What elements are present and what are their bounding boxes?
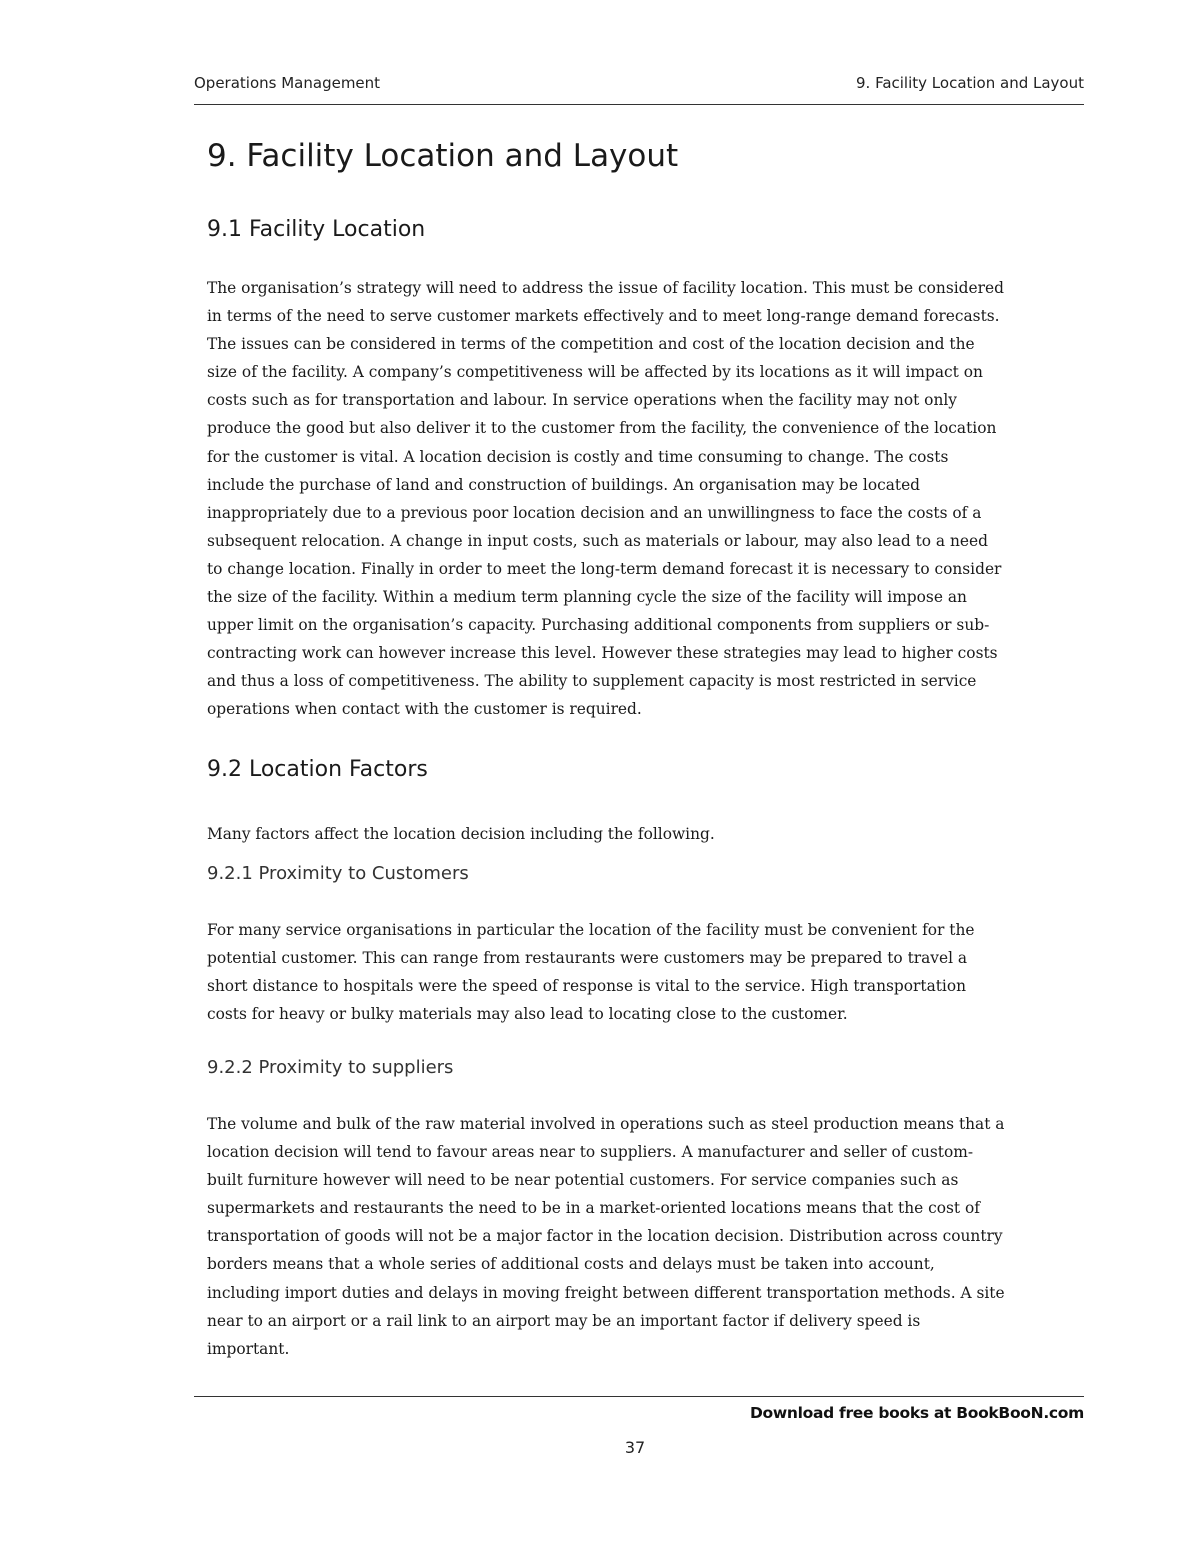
page-number: 37 — [624, 1438, 646, 1457]
paragraph-location-factors-intro: Many factors affect the location decision including the following. — [207, 824, 715, 843]
paragraph-proximity-suppliers: The volume and bulk of the raw material involved in operations such as steel production means that a location decision will tend to favour areas near to suppliers. A manufacturer and seller of custom-built furniture however will need to be near potential customers. For service companies such as supermarkets and restaurants the need to be in a market-oriented locations means that the cost of transportation of goods will not be a major factor in the location decision. Distribution across country borders means that a whole series of additional costs and delays must be taken into account, including import duties and delays in moving freight between different transportation methods. A site near to an airport or a rail link to an airport may be an important factor if delivery speed is important. — [207, 1114, 1005, 1358]
section-heading-location-factors: 9.2 Location Factors — [207, 756, 428, 782]
chapter-heading: 9. Facility Location and Layout — [207, 138, 679, 174]
download-books-link[interactable]: Download free books at BookBooN.com — [749, 1404, 1084, 1422]
subsection-heading-proximity-suppliers: 9.2.2 Proximity to suppliers — [207, 1056, 454, 1078]
header-chapter-title: 9. Facility Location and Layout — [856, 74, 1084, 92]
paragraph-facility-location: The organisation’s strategy will need to address the issue of facility location. This must be considered in terms of the need to serve customer markets effectively and to meet long-range demand forecasts. The issues can be considered in terms of the competition and cost of the location decision and the size of the facility. A company’s competitiveness will be affected by its locations as it will impact on costs such as for transportation and labour. In service operations when the facility may not only produce the good but also deliver it to the customer from the facility, the convenience of the location for the customer is vital. A location decision is costly and time consuming to change. The costs include the purchase of land and construction of buildings. An organisation may be located inappropriately due to a previous poor location decision and an unwillingness to face the costs of a subsequent relocation. A change in input costs, such as materials or labour, may also lead to a need to change location. Finally in order to meet the long-term demand forecast it is necessary to consider the size of the facility. Within a medium term planning cycle the size of the facility will impose an upper limit on the organisation’s capacity. Purchasing additional components from suppliers or sub-contracting work can however increase this level. However these strategies may lead to higher costs and thus a loss of competitiveness. The ability to supplement capacity is most restricted in service operations when contact with the customer is required. — [207, 279, 1004, 719]
page-content — [207, 134, 1007, 1363]
section-heading-facility-location: 9.1 Facility Location — [207, 217, 426, 242]
header-book-title: Operations Management — [194, 74, 381, 92]
header-divider — [194, 104, 1084, 105]
footer-divider — [194, 1396, 1084, 1397]
paragraph-proximity-customers: For many service organisations in particular the location of the facility must be convenient for the potential customer. This can range from restaurants were customers may be prepared to travel a short distance to hospitals were the speed of response is vital to the service. High transportation costs for heavy or bulky materials may also lead to locating close to the customer. — [207, 920, 975, 1023]
page-header — [194, 74, 1084, 98]
subsection-heading-proximity-customers: 9.2.1 Proximity to Customers — [207, 862, 469, 884]
